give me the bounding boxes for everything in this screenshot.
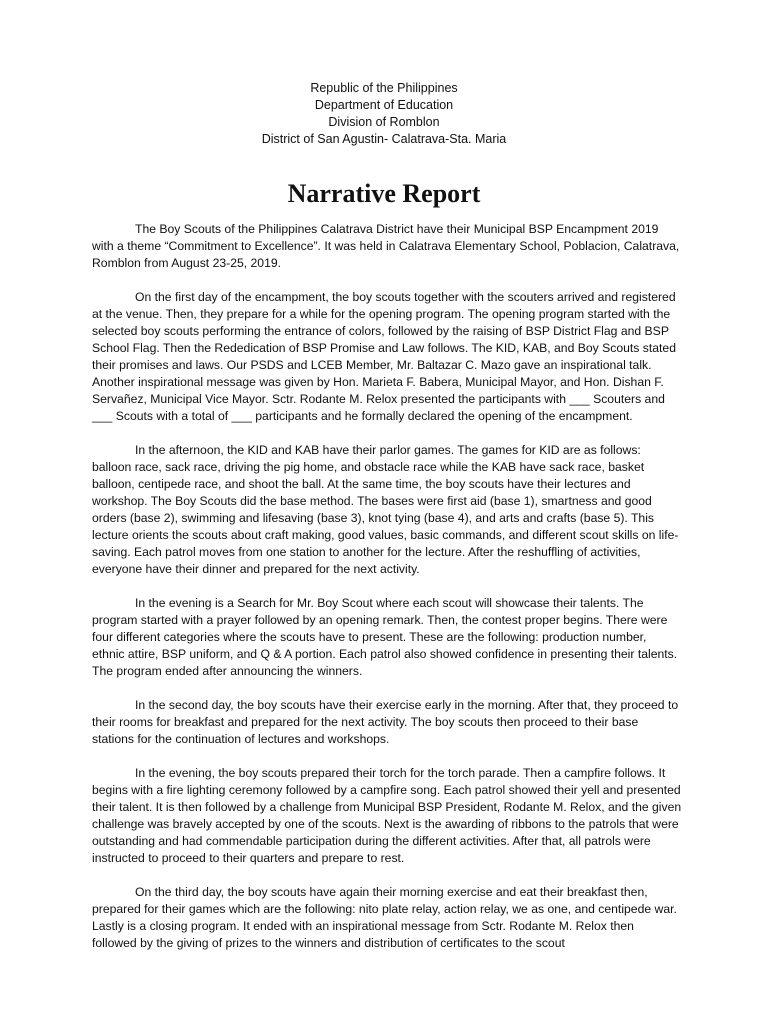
paragraph-afternoon: In the afternoon, the KID and KAB have their parlor games. The games for KID are as follows: balloon race, sack race, driving the pig home, and obstacle race while the KAB have sack race, basket balloon, centipede race, and shoot the ball. At the same time, the boy scouts have their lectures and workshop. The Boy Scouts did the base method. The bases were first aid (base 1), smartness and good orders (base 2), swimming and lifesaving (base 3), knot tying (base 4), and arts and crafts (base 5). This lecture orients the scouts about craft making, good values, basic commands, and different scout skills on life-saving. Each patrol moves from one station to another for the lecture. After the reshuffling of activities, everyone have their dinner and prepared for the next activity. bbox=[92, 443, 679, 576]
paragraph-third-day: On the third day, the boy scouts have again their morning exercise and eat their breakfast then, prepared for their games which are the following: nito plate relay, action relay, we as one, and centipede war. Lastly is a closing program. It ended with an inspirational message from Sctr. Rodante M. Relox then followed by the giving of prizes to the winners and distribution of certificates to the scout bbox=[92, 885, 677, 950]
letterhead-district: District of San Agustin- Calatrava-Sta. Maria bbox=[261, 132, 507, 146]
document-title: Narrative Report bbox=[287, 179, 481, 208]
letterhead-country: Republic of the Philippines bbox=[310, 81, 458, 95]
report-body bbox=[92, 221, 682, 969]
paragraph-campfire: In the evening, the boy scouts prepared their torch for the torch parade. Then a campfire follows. It begins with a fire lighting ceremony followed by a campfire song. Each patrol showed their yell and presented their talent. It is then followed by a challenge from Municipal BSP President, Rodante M. Relox, and the given challenge was bravely accepted by one of the scouts. Next is the awarding of ribbons to the patrols that were outstanding and had commendable participation during the different activities. After that, all patrols were instructed to proceed to their quarters and prepare to rest. bbox=[92, 766, 682, 865]
paragraph-first-day: On the first day of the encampment, the boy scouts together with the scouters arrived and registered at the venue. Then, they prepare for a while for the opening program. The opening program started with the selected boy scouts performing the entrance of colors, followed by the raising of BSP District Flag and BSP School Flag. Then the Rededication of BSP Promise and Law follows. The KID, KAB, and Boy Scouts stated their promises and laws. Our PSDS and LCEB Member, Mr. Baltazar C. Mazo gave an inspirational talk. Another inspirational message was given by Hon. Marieta F. Babera, Municipal Mayor, and Hon. Dishan F. Servañez, Municipal Vice Mayor. Sctr. Rodante M. Relox presented the participants with ___ Scouters and ___ Scouts with a total of ___ participants and he formally declared the opening of the encampment. bbox=[92, 290, 676, 423]
letterhead bbox=[0, 80, 768, 148]
paragraph-second-day: In the second day, the boy scouts have their exercise early in the morning. After that, they proceed to their rooms for breakfast and prepared for the next activity. The boy scouts then proceed to their base stations for the continuation of lectures and workshops. bbox=[92, 698, 679, 746]
paragraph-intro: The Boy Scouts of the Philippines Calatrava District have their Municipal BSP Encampment 2019 with a theme “Commitment to Excellence”. It was held in Calatrava Elementary School, Poblacion, Calatrava, Romblon from August 23-25, 2019. bbox=[92, 222, 680, 270]
letterhead-department: Department of Education bbox=[314, 98, 454, 112]
letterhead-division: Division of Romblon bbox=[328, 115, 440, 129]
paragraph-evening-search: In the evening is a Search for Mr. Boy Scout where each scout will showcase their talents. The program started with a prayer followed by an opening remark. Then, the contest proper begins. There were four different categories where the scouts have to present. These are the following: production number, ethnic attire, BSP uniform, and Q & A portion. Each patrol also showed confidence in presenting their talents. The program ended after announcing the winners. bbox=[92, 596, 678, 678]
